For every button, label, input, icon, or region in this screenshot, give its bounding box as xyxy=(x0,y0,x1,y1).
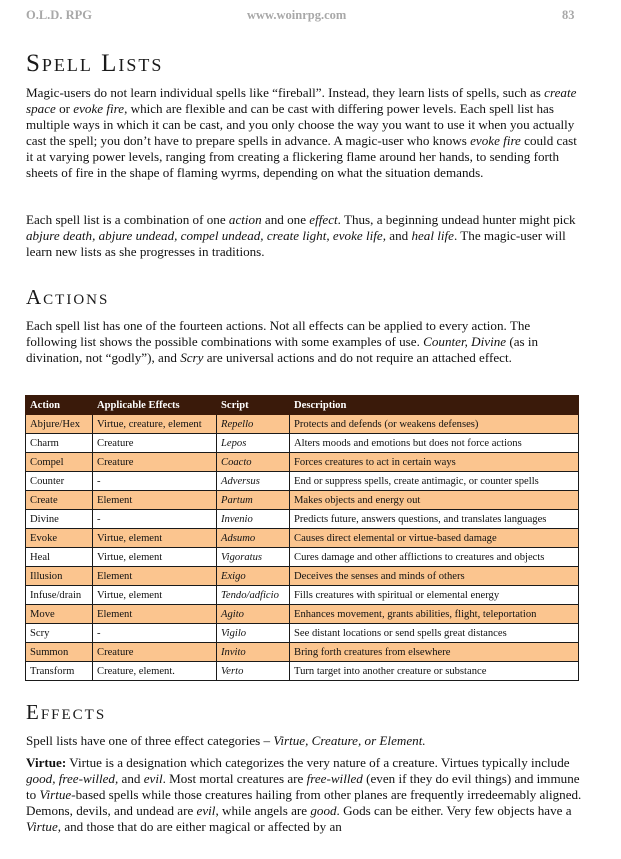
table-cell: - xyxy=(93,510,217,529)
table-row xyxy=(26,605,579,624)
table-cell: Bring forth creatures from elsewhere xyxy=(290,643,579,662)
table-cell: Illusion xyxy=(26,567,93,586)
table-row xyxy=(26,491,579,510)
effects-intro: Spell lists have one of three effect categories – Virtue, Creature, or Element. xyxy=(26,733,426,748)
table-cell: Invenio xyxy=(217,510,290,529)
table-header-row xyxy=(26,396,579,415)
running-header-title: O.L.D. RPG xyxy=(26,8,92,22)
table-cell: Fills creatures with spiritual or elemental energy xyxy=(290,586,579,605)
column-header: Applicable Effects xyxy=(93,396,217,415)
spell-actions-table xyxy=(25,395,579,681)
table-cell: Vigoratus xyxy=(217,548,290,567)
table-cell: Move xyxy=(26,605,93,624)
table-cell: Creature, element. xyxy=(93,662,217,681)
table-cell: Exigo xyxy=(217,567,290,586)
table-cell: Transform xyxy=(26,662,93,681)
table-cell: Virtue, element xyxy=(93,529,217,548)
table-cell: Evoke xyxy=(26,529,93,548)
table-row xyxy=(26,567,579,586)
table-row xyxy=(26,662,579,681)
table-cell: Charm xyxy=(26,434,93,453)
table-cell: Compel xyxy=(26,453,93,472)
table-cell: Invito xyxy=(217,643,290,662)
effects-heading: Effects xyxy=(26,700,107,724)
spell-lists-heading: Spell Lists xyxy=(26,50,164,77)
table-cell: Infuse/drain xyxy=(26,586,93,605)
column-header: Action xyxy=(26,396,93,415)
table-row xyxy=(26,624,579,643)
table-body xyxy=(26,415,579,681)
table-cell: Vigilo xyxy=(217,624,290,643)
table-row xyxy=(26,548,579,567)
table-cell: End or suppress spells, create antimagic, or counter spells xyxy=(290,472,579,491)
table-row xyxy=(26,472,579,491)
table-cell: Summon xyxy=(26,643,93,662)
table-cell: - xyxy=(93,472,217,491)
table-cell: Heal xyxy=(26,548,93,567)
table-cell: Makes objects and energy out xyxy=(290,491,579,510)
table-cell: Element xyxy=(93,567,217,586)
table-cell: Verto xyxy=(217,662,290,681)
table-row xyxy=(26,586,579,605)
table-cell: Repello xyxy=(217,415,290,434)
table-row xyxy=(26,434,579,453)
table-cell: Creature xyxy=(93,453,217,472)
table-cell: Coacto xyxy=(217,453,290,472)
actions-paragraph: Each spell list has one of the fourteen actions. Not all effects can be applied to every action. The following list shows the possible combinations with some examples of use. Counter, Divine (as in divination, not “godly”), and Scry are universal actions and do not require an attached effect. xyxy=(26,318,539,366)
table-cell: Create xyxy=(26,491,93,510)
column-header: Description xyxy=(290,396,579,415)
table-cell: Element xyxy=(93,491,217,510)
table-cell: Causes direct elemental or virtue-based damage xyxy=(290,529,579,548)
table-cell: Adsumo xyxy=(217,529,290,548)
table-cell: See distant locations or send spells great distances xyxy=(290,624,579,643)
table-cell: Deceives the senses and minds of others xyxy=(290,567,579,586)
table-cell: Creature xyxy=(93,643,217,662)
table-cell: Agito xyxy=(217,605,290,624)
table-cell: Forces creatures to act in certain ways xyxy=(290,453,579,472)
table-row xyxy=(26,510,579,529)
table-cell: Scry xyxy=(26,624,93,643)
table-row xyxy=(26,643,579,662)
table-cell: Creature xyxy=(93,434,217,453)
table-cell: Cures damage and other afflictions to creatures and objects xyxy=(290,548,579,567)
spell-lists-paragraph-1: Magic-users do not learn individual spells like “fireball”. Instead, they learn lists of spells, such as create space or evoke fire, which are flexible and can be cast with differing power levels. Each spell list has multiple ways in which it can be cast, and you only choose the way you want to use it when you actually cast the spell; you don’t have to prepare spells in advance. A magic-user who knows evoke fire could cast it at varying power levels, ranging from creating a flickering flame around her hands, to sending forth sheets of fire in the shape of flaming wyrms, depending on what the situation demands. xyxy=(26,85,577,181)
table-cell: Virtue, element xyxy=(93,548,217,567)
running-header-url: www.woinrpg.com xyxy=(247,8,347,22)
table-cell: Lepos xyxy=(217,434,290,453)
table-cell: Protects and defends (or weakens defenses) xyxy=(290,415,579,434)
actions-heading: Actions xyxy=(26,285,110,309)
page-number: 83 xyxy=(562,8,575,22)
table-cell: Virtue, creature, element xyxy=(93,415,217,434)
table-cell: Adversus xyxy=(217,472,290,491)
table-cell: Partum xyxy=(217,491,290,510)
table-cell: Abjure/Hex xyxy=(26,415,93,434)
table-cell: Alters moods and emotions but does not force actions xyxy=(290,434,579,453)
table-cell: Tendo/adficio xyxy=(217,586,290,605)
table-cell: Turn target into another creature or substance xyxy=(290,662,579,681)
spell-lists-paragraph-2: Each spell list is a combination of one action and one effect. Thus, a beginning undead hunter might pick abjure death, abjure undead, compel undead, create light, evoke life, and heal life. The magic-user will learn new lists as she progresses in traditions. xyxy=(26,212,576,260)
table-cell: Counter xyxy=(26,472,93,491)
table-cell: Element xyxy=(93,605,217,624)
table-cell: - xyxy=(93,624,217,643)
virtue-paragraph: Virtue: Virtue is a designation which categorizes the very nature of a creature. Virtues typically include good, free-willed, and evil. Most mortal creatures are free-willed (even if they do evil things) and immune to Virtue-based spells while those creatures hailing from other planes are frequently irredeemably aligned. Demons, devils, and undead are evil, while angels are good. Gods can be either. Very few objects have a Virtue, and those that do are either magical or affected by an xyxy=(26,755,582,835)
table-cell: Divine xyxy=(26,510,93,529)
table-row xyxy=(26,453,579,472)
table-cell: Enhances movement, grants abilities, flight, teleportation xyxy=(290,605,579,624)
table-row xyxy=(26,529,579,548)
column-header: Script xyxy=(217,396,290,415)
table-cell: Virtue, element xyxy=(93,586,217,605)
table-row xyxy=(26,415,579,434)
table-cell: Predicts future, answers questions, and translates languages xyxy=(290,510,579,529)
